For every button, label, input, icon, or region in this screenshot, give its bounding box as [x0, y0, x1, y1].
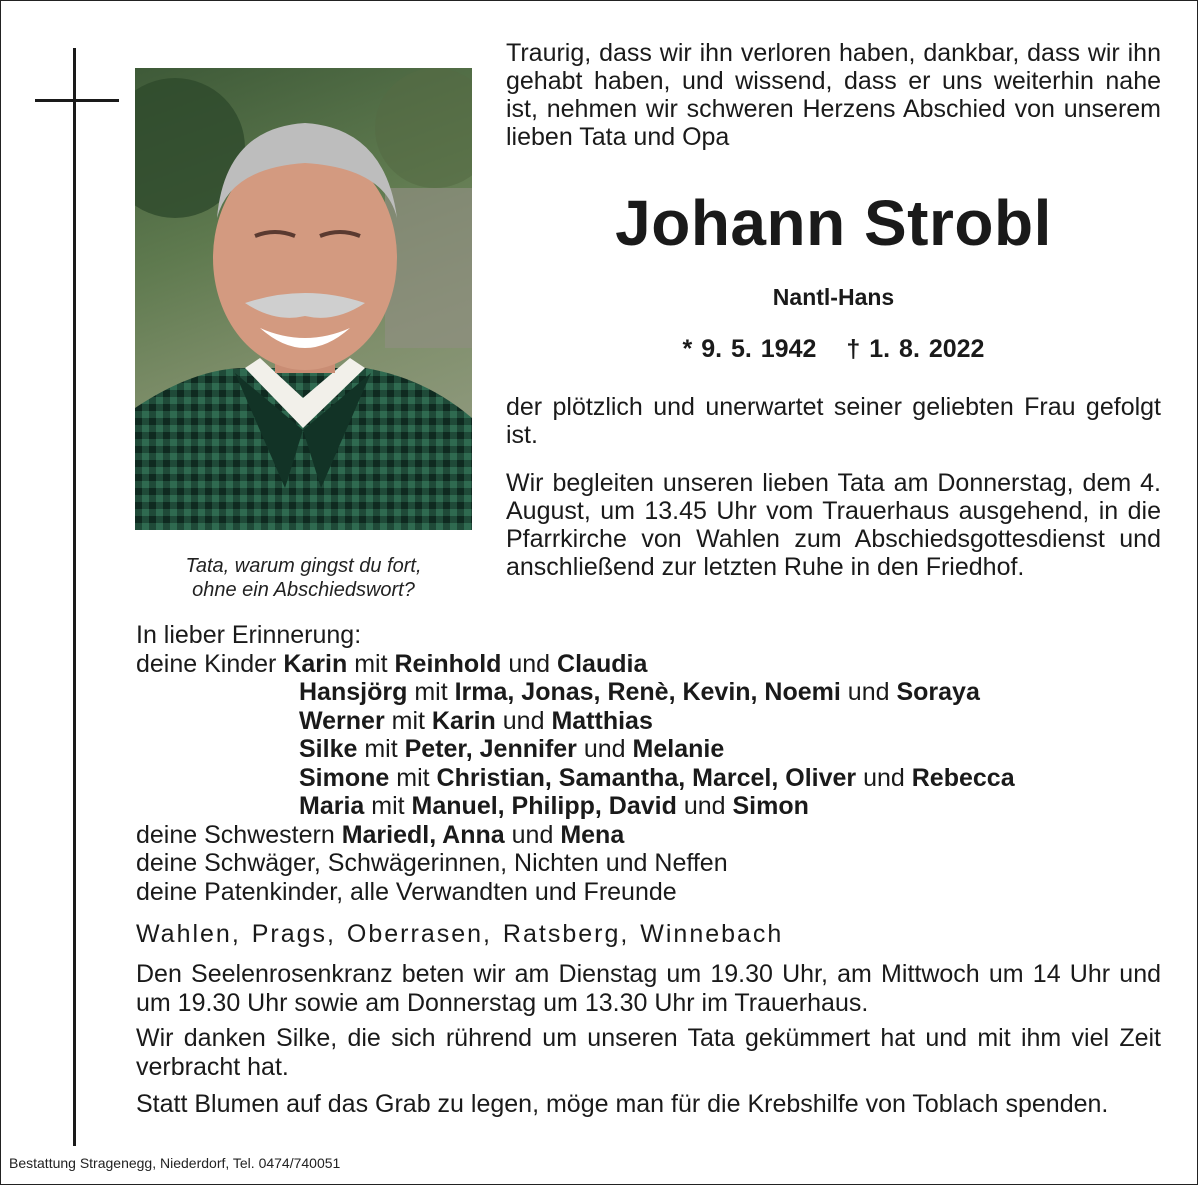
family-names: Karin	[431, 706, 496, 735]
family-names: Manuel, Philipp, David	[411, 792, 677, 820]
connector-text: und	[683, 792, 726, 820]
child-name: Simone	[299, 763, 390, 792]
connector-text: und	[502, 706, 545, 735]
connector-text: mit	[354, 649, 388, 678]
child-row	[136, 792, 1166, 821]
life-dates	[506, 335, 1161, 364]
connector-text: mit	[364, 735, 398, 763]
sisters-row	[136, 821, 1166, 850]
sisters-label: deine Schwestern	[136, 820, 335, 849]
family-names: Matthias	[551, 706, 653, 735]
family-names: Christian, Samantha, Marcel, Oliver	[436, 763, 857, 792]
portrait-photo	[135, 68, 472, 530]
connector-text: und	[508, 649, 551, 678]
child-name: Werner	[299, 706, 385, 735]
deceased-nickname: Nantl-Hans	[772, 284, 895, 310]
connector-text: mit	[414, 678, 448, 706]
child-row	[136, 650, 1166, 679]
inlaws-row: deine Schwäger, Schwägerinnen, Nichten und Neffen	[136, 849, 728, 877]
child-row	[136, 735, 1166, 764]
rosary-text: Den Seelenrosenkranz beten wir am Dienstag um 19.30 Uhr, am Mittwoch um 14 Uhr und um 19.30 Uhr sowie am Donnerstag um 13.30 Uhr im Trauerhaus.	[136, 960, 1161, 1017]
child-row	[136, 764, 1166, 793]
child-row	[136, 707, 1166, 736]
family-names: Melanie	[632, 735, 725, 763]
deceased-name: Johann Strobl	[615, 187, 1052, 259]
family-names: Claudia	[557, 649, 648, 678]
connector-text: und	[511, 820, 554, 849]
birth-date: * 9. 5. 1942	[682, 335, 817, 363]
connector-text: mit	[396, 763, 430, 792]
family-names: Soraya	[896, 678, 980, 706]
godchildren-row: deine Patenkinder, alle Verwandten und Freunde	[136, 877, 677, 906]
family-names: Simon	[732, 792, 809, 820]
connector-text: mit	[371, 792, 405, 820]
connector-text: und	[583, 735, 626, 763]
photo-caption	[131, 554, 476, 602]
death-date: † 1. 8. 2022	[846, 335, 985, 363]
child-name: Hansjörg	[299, 678, 408, 706]
cross-vertical-bar	[73, 48, 76, 1146]
connector-text: und	[847, 678, 890, 706]
memory-heading: In lieber Erinnerung:	[136, 621, 362, 649]
funeral-text: Wir begleiten unseren lieben Tata am Donnerstag, dem 4. August, um 13.45 Uhr vom Trauerhaus ausgehend, in die Pfarrkirche von Wahlen zum Abschiedsgottesdienst und anschließend zur letzten Ruhe in den Friedhof.	[506, 469, 1161, 581]
family-names: Rebecca	[911, 763, 1015, 792]
child-row	[136, 678, 1166, 707]
family-names: Irma, Jonas, Renè, Kevin, Noemi	[454, 678, 841, 706]
child-name: Maria	[299, 792, 365, 820]
family-names: Reinhold	[394, 649, 502, 678]
child-name: Karin	[283, 649, 348, 678]
children-label: deine Kinder	[136, 649, 277, 678]
intro-text: Traurig, dass wir ihn verloren haben, dankbar, dass wir ihn gehabt haben, und wissend, dass er uns weiterhin nahe ist, nehmen wir schweren Herzens Abschied von unserem lieben Tata und Opa	[506, 39, 1161, 151]
followed-text: der plötzlich und unerwartet seiner geliebten Frau gefolgt ist.	[506, 393, 1161, 449]
flowers-text: Statt Blumen auf das Grab zu legen, möge man für die Krebshilfe von Toblach spenden.	[136, 1090, 1109, 1118]
sisters-last-name: Mena	[560, 820, 625, 849]
sisters-names: Mariedl, Anna	[341, 820, 505, 849]
undertaker-credit: Bestattung Stragenegg, Niederdorf, Tel. 0474/740051	[9, 1155, 341, 1171]
places-line: Wahlen, Prags, Oberrasen, Ratsberg, Winnebach	[136, 920, 784, 948]
caption-line-1: Tata, warum gingst du fort,	[185, 555, 422, 577]
connector-text: und	[863, 763, 905, 792]
thanks-text: Wir danken Silke, die sich rührend um unseren Tata gekümmert hat und mit ihm viel Zeit verbracht hat.	[136, 1024, 1161, 1081]
family-names: Peter, Jennifer	[404, 735, 577, 763]
connector-text: mit	[391, 706, 425, 735]
mourners-list	[136, 621, 1166, 906]
child-name: Silke	[299, 735, 358, 763]
cross-horizontal-bar	[35, 99, 119, 102]
caption-line-2: ohne ein Abschiedswort?	[192, 579, 415, 601]
